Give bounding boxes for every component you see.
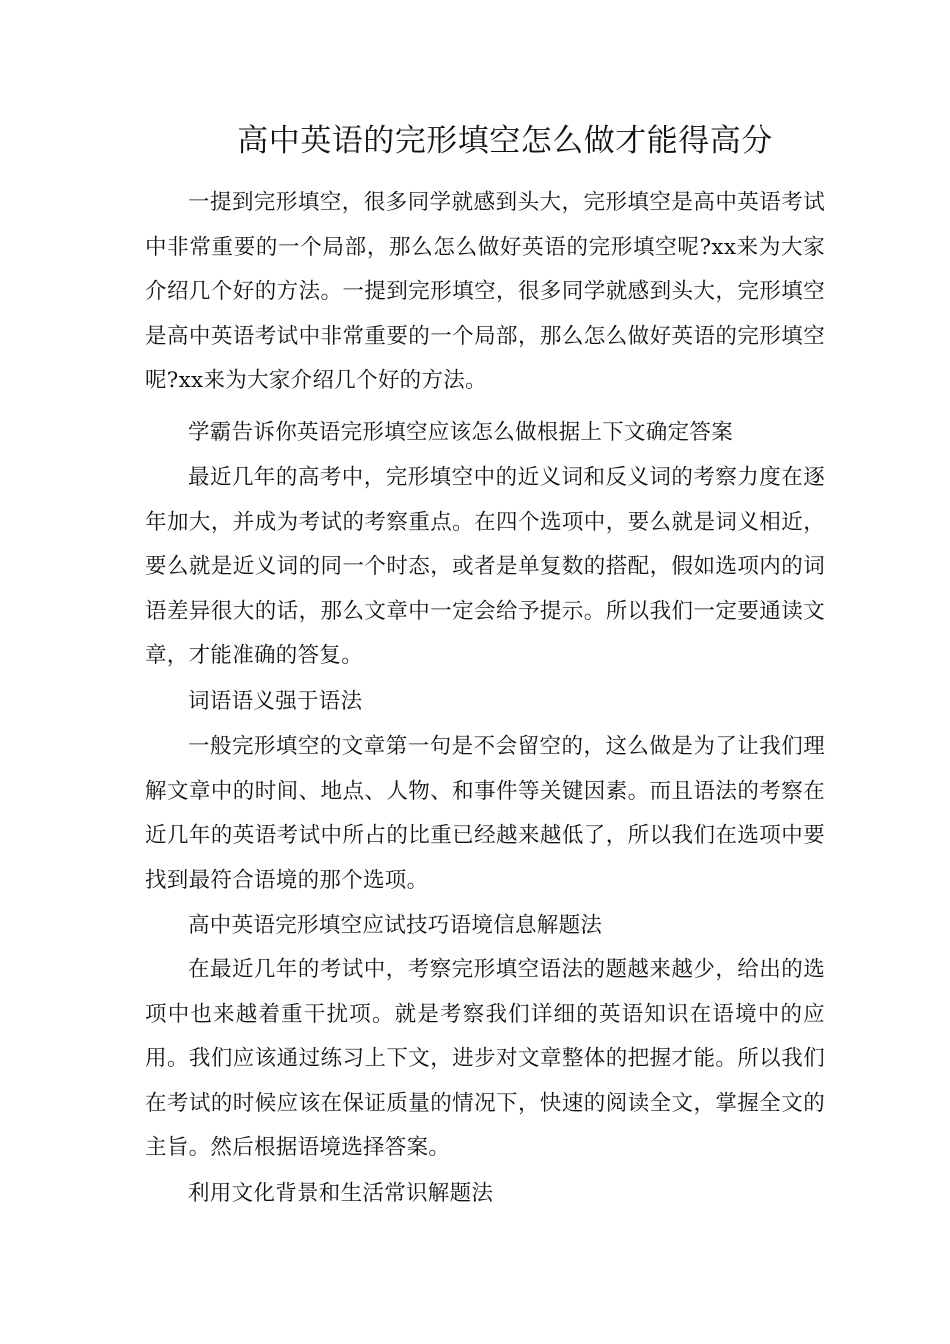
- document-title: 高中英语的完形填空怎么做才能得高分: [237, 123, 773, 159]
- paragraph-intro: 一提到完形填空，很多同学就感到头大，完形填空是高中英语考试中非常重要的一个局部，那么怎么做好英语的完形填空呢?xx来为大家介绍几个好的方法。一提到完形填空，很多同学就感到头大，完形填空是高中英语考试中非常重要的一个局部，那么怎么做好英语的完形填空呢?xx来为大家介绍几个好的方法。: [145, 190, 825, 393]
- section-heading-semantics: 词语语义强于语法: [188, 689, 363, 714]
- section-heading-situational: 高中英语完形填空应试技巧语境信息解题法: [188, 913, 603, 938]
- paragraph-semantics: 一般完形填空的文章第一句是不会留空的，这么做是为了让我们理解文章中的时间、地点、人物、和事件等关键因素。而且语法的考察在近几年的英语考试中所占的比重已经越来越低了，所以我们在选项中要找到最符合语境的那个选项。: [145, 734, 825, 893]
- paragraph-situational: 在最近几年的考试中，考察完形填空语法的题越来越少，给出的选项中也来越着重干扰项。就是考察我们详细的英语知识在语境中的应用。我们应该通过练习上下文，进步对文章整体的把握才能。所以我们在考试的时候应该在保证质量的情况下，快速的阅读全文，掌握全文的主旨。然后根据语境选择答案。: [145, 957, 825, 1160]
- section-heading-context: 学霸告诉你英语完形填空应该怎么做根据上下文确定答案: [188, 420, 734, 445]
- section-heading-culture: 利用文化背景和生活常识解题法: [188, 1181, 494, 1206]
- paragraph-context: 最近几年的高考中，完形填空中的近义词和反义词的考察力度在逐年加大，并成为考试的考察重点。在四个选项中，要么就是词义相近，要么就是近义词的同一个时态，或者是单复数的搭配，假如选项内的词语差异很大的话，那么文章中一定会给予提示。所以我们一定要通读文章，才能准确的答复。: [145, 465, 825, 668]
